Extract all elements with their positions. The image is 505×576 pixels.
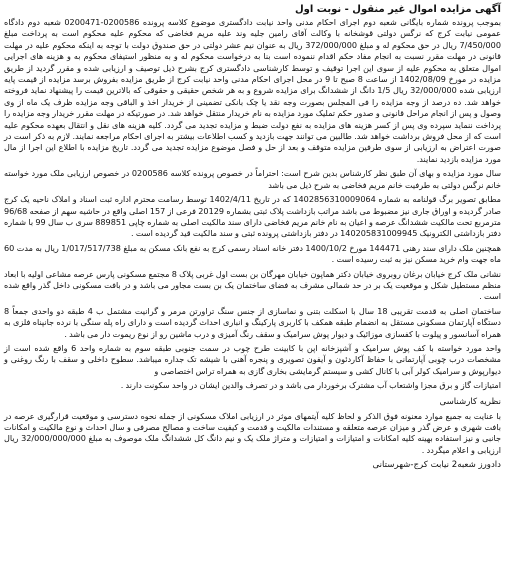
address-paragraph: نشانی ملک کرج خیابان برغان روبروی خیابان دکتر هماپون خیابان مهرگان بن بست اول غربی پلاک 8 مجتمع مسکونی پارس عرصه مشاعی اولیه با ابعاد منظم مستطیل شکل و موقعیت یک بر در حد شمالی مشرف به فضای ساختمان یک بن بست مجاور می باشد و در بافت مسکونی داخل گذر واقع شده است . [4,268,501,302]
deed-paragraph: مطابق تصویر برگ قولنامه به شماره 1402856310009064 که در تاریخ 1402/4/11 توسط رسامت محترم اداره ثبت اسناد و املاک ناحیه یک کرج صادر گردیده و اوراق جاری نیز مضبوط می باشد مراتب بازداشت پلاک ثبتی بشماره 20129 فرعی از 157 اصلی واقع در حاشیه سهم از صفحه 96/68 مترمربع تحت مالکیت ششدانگ عرصه و اعیان به نام خانم مریم فخاضی دارای سند مالکیت اصلی به شماره چاپی 889851 سری ب سال 99 با شماره دفتر بازداشتی الکترونیک 140205831009945 در دفتر بازداشتی پرونده ثبتی و سند مالکیت قید گردیده است . [4,194,502,239]
utilities-paragraph: امتیازات گاز و برق مجزا واشتعاب آب مشترک برخوردار می باشد و در تصرف والدین ایشان در واحد سکونت دارند . [120,380,501,391]
signature: دادورز شعبه2 نیابت کرج-شهرستانی [372,460,501,471]
property-intro-paragraph: سال مورد مزایده و بهای آن طبق نظر کارشناس بدین شرح است: احتراماً در خصوص پرونده کلاسه 0200586 در خصوص ارزیابی ملک مورد خواسته خانم نرگس دولتی به طرفیت خانم مریم فخاضی به شرح ذیل می باشد [4,168,501,190]
notice-title: آگهی مزایده اموال غیر منقول - نوبت اول [295,4,501,15]
building-paragraph: ساختمان اصلی به قدمت تقریبی 18 سال با اسکلت بتنی و نماسازی از جنس سنگ تراورتن مرمر و گرانیت مشتمل ب 4 طبقه دو واحدی جمعاً 8 دستگاه آپارتمان مسکونی مستقل به انضمام طبقه همکف با کاربری پارکینگ و انباری احداث گردیده است و دارای راه پله سنگی با نرده جانپناه فلزی به همراه آسانسور و پیلوت با کفسازی موزائیک و دیوار پوش سرامیک و سقف رنگ آمیزی و درب ماشین رو از نوع ریموت دار می باشد . [4,305,501,339]
expert-opinion-paragraph: با عنایت به جمیع موارد معنونه فوق الذکر و لحاظ کلیه آیتمهای موثر در ارزیابی املاک مسکونی از جمله نحوه دسترسی و موقعیت قرارگیری عرصه در بافت شهری و عرض گذر و میزان عرصه متعلقه و مستندات مالکیت و قدمت و کیفیت ساخت و مصالح مصرفی و سال احداث و نوع مالکیت و امکانات جانبی و نیز استفاده بهینه کلیه امکانات و امتیازات و امتیازات و متراژ ملک یک و نیم دانگ کل ششدانگ ملک موصوف به مبلغ 32/000/000/000 ریال ارزیابی و اعلام میگردد . [4,410,501,455]
intro-paragraph: بموجب پرونده شماره بایگانی شعبه دوم اجرای احکام مدنی واحد نیابت دادگستری موضوع کلاسه پرونده 0200586-0200471 شعبه دوم دادگاه عمومی نیابت کرج که نرگس دولتی قوشخانه با وکالت آقای رامین جلیه وند علیه مریم فخاضی که محکوم علیه محکوم است به پرداخت مبلغ 7/450/000 ریال در حق محکوم له و مبلغ 372/000/000 ریال به عنوان نیم عشر دولتی در حق صندوق دولت با توجه به اینکه محکوم علیه در مهلت قانونی در مهلت مقرر نسبت به انجام مفاد حکم اقدام ننموده است بنا به درخواست محکوم له و به منظور استیفای محکوم به و هزینه های اجرایی اموال متعلق به محکوم علیه از سوی این اجرا توقیف و توسط کارشناسی دادگستری کرج بشرح ذیل توصیف و ارزیابی شده و مقرر گردید از طریق مزایده در مورخ 1402/08/09 از ساعت 8 صبح تا 9 در محل اجرای احکام مدنی واحد نیابت کرج از طریق مزایده بفروش برسد مزایده از قیمت پایه ارزیابی شده 32/000/000 ریال 1/5 دانگ از ششدانگ برای مزایده شروع و به هر شخص حقیقی و حقوقی که بالاترین قیمت را پیشنهاد نماید فروخته خواهد شد. ده درصد از وجه مزایده را فی المجلس بصورت وجه نقد یا چک بانکی تضمینی از خریدار اخذ و الباقی وجه مزایده ظرف یک ماه از وی وصول و پس از انجام مراحل قانونی و صدور حکم تملیک مورد مزایده به نام خریدار منتقل خواهد شد. در صورتیکه در مهلت مقرر خریدار وجه مزایده را پرداخت ننماید سپرده وی پس از کسر هزینه های مزایده به نفع دولت ضبط و مزایده تجدید می گردد. کلیه هزینه های نقل و انتقال بعهده محکوم علیه است که از محل فروش برداشت خواهد شد. طالبین می توانند جهت بازدید و کسب اطلاعات بیشتر به اجرای احکام مراجعه نمایند. لازم به ذکر است در صورت اعتراض به ارزیابی از سوی طرفین مزایده متوقف و بعد از حل و فصل موضوع مزایده تجدید می گردد. تاریخ مزایده با اطلاع این اجرا از مال مورد مزایده بازدید نمایند. [4,17,501,164]
unit-paragraph: واحد مورد خواسته با کف پوش سرامیک و آشپزخانه اپن با کابینت طرح چوب در سمت جنوبی طبقه سوم به شماره واحد 6 واقع شده است از مشخصات درب چوبی آپارتمانی با حفاظ آکاردئون و آیفون تصویری و پنجره آهنی با شیشه تک جداره میباشد. سطوح داخلی و سقف با رنگ روغنی و دیوارپوش و سرامیک کولر آبی با کانال کشی و سیستم گرمایشی بخاری گازی به همراه تراس اختصاصی و [4,342,501,376]
expert-opinion-heading: نظریه کارشناسی [439,396,501,407]
mortgage-paragraph: همچنین ملک دارای سند رهنی 144471 مورخ 1400/10/2 دفتر خانه اسناد رسمی کرج به نفع بانک مسکن به مبلغ 1/017/517/738 ریال به مدت 60 ماه جهت وام خرید مسکن نیز به ثبت رسیده است . [4,242,501,265]
